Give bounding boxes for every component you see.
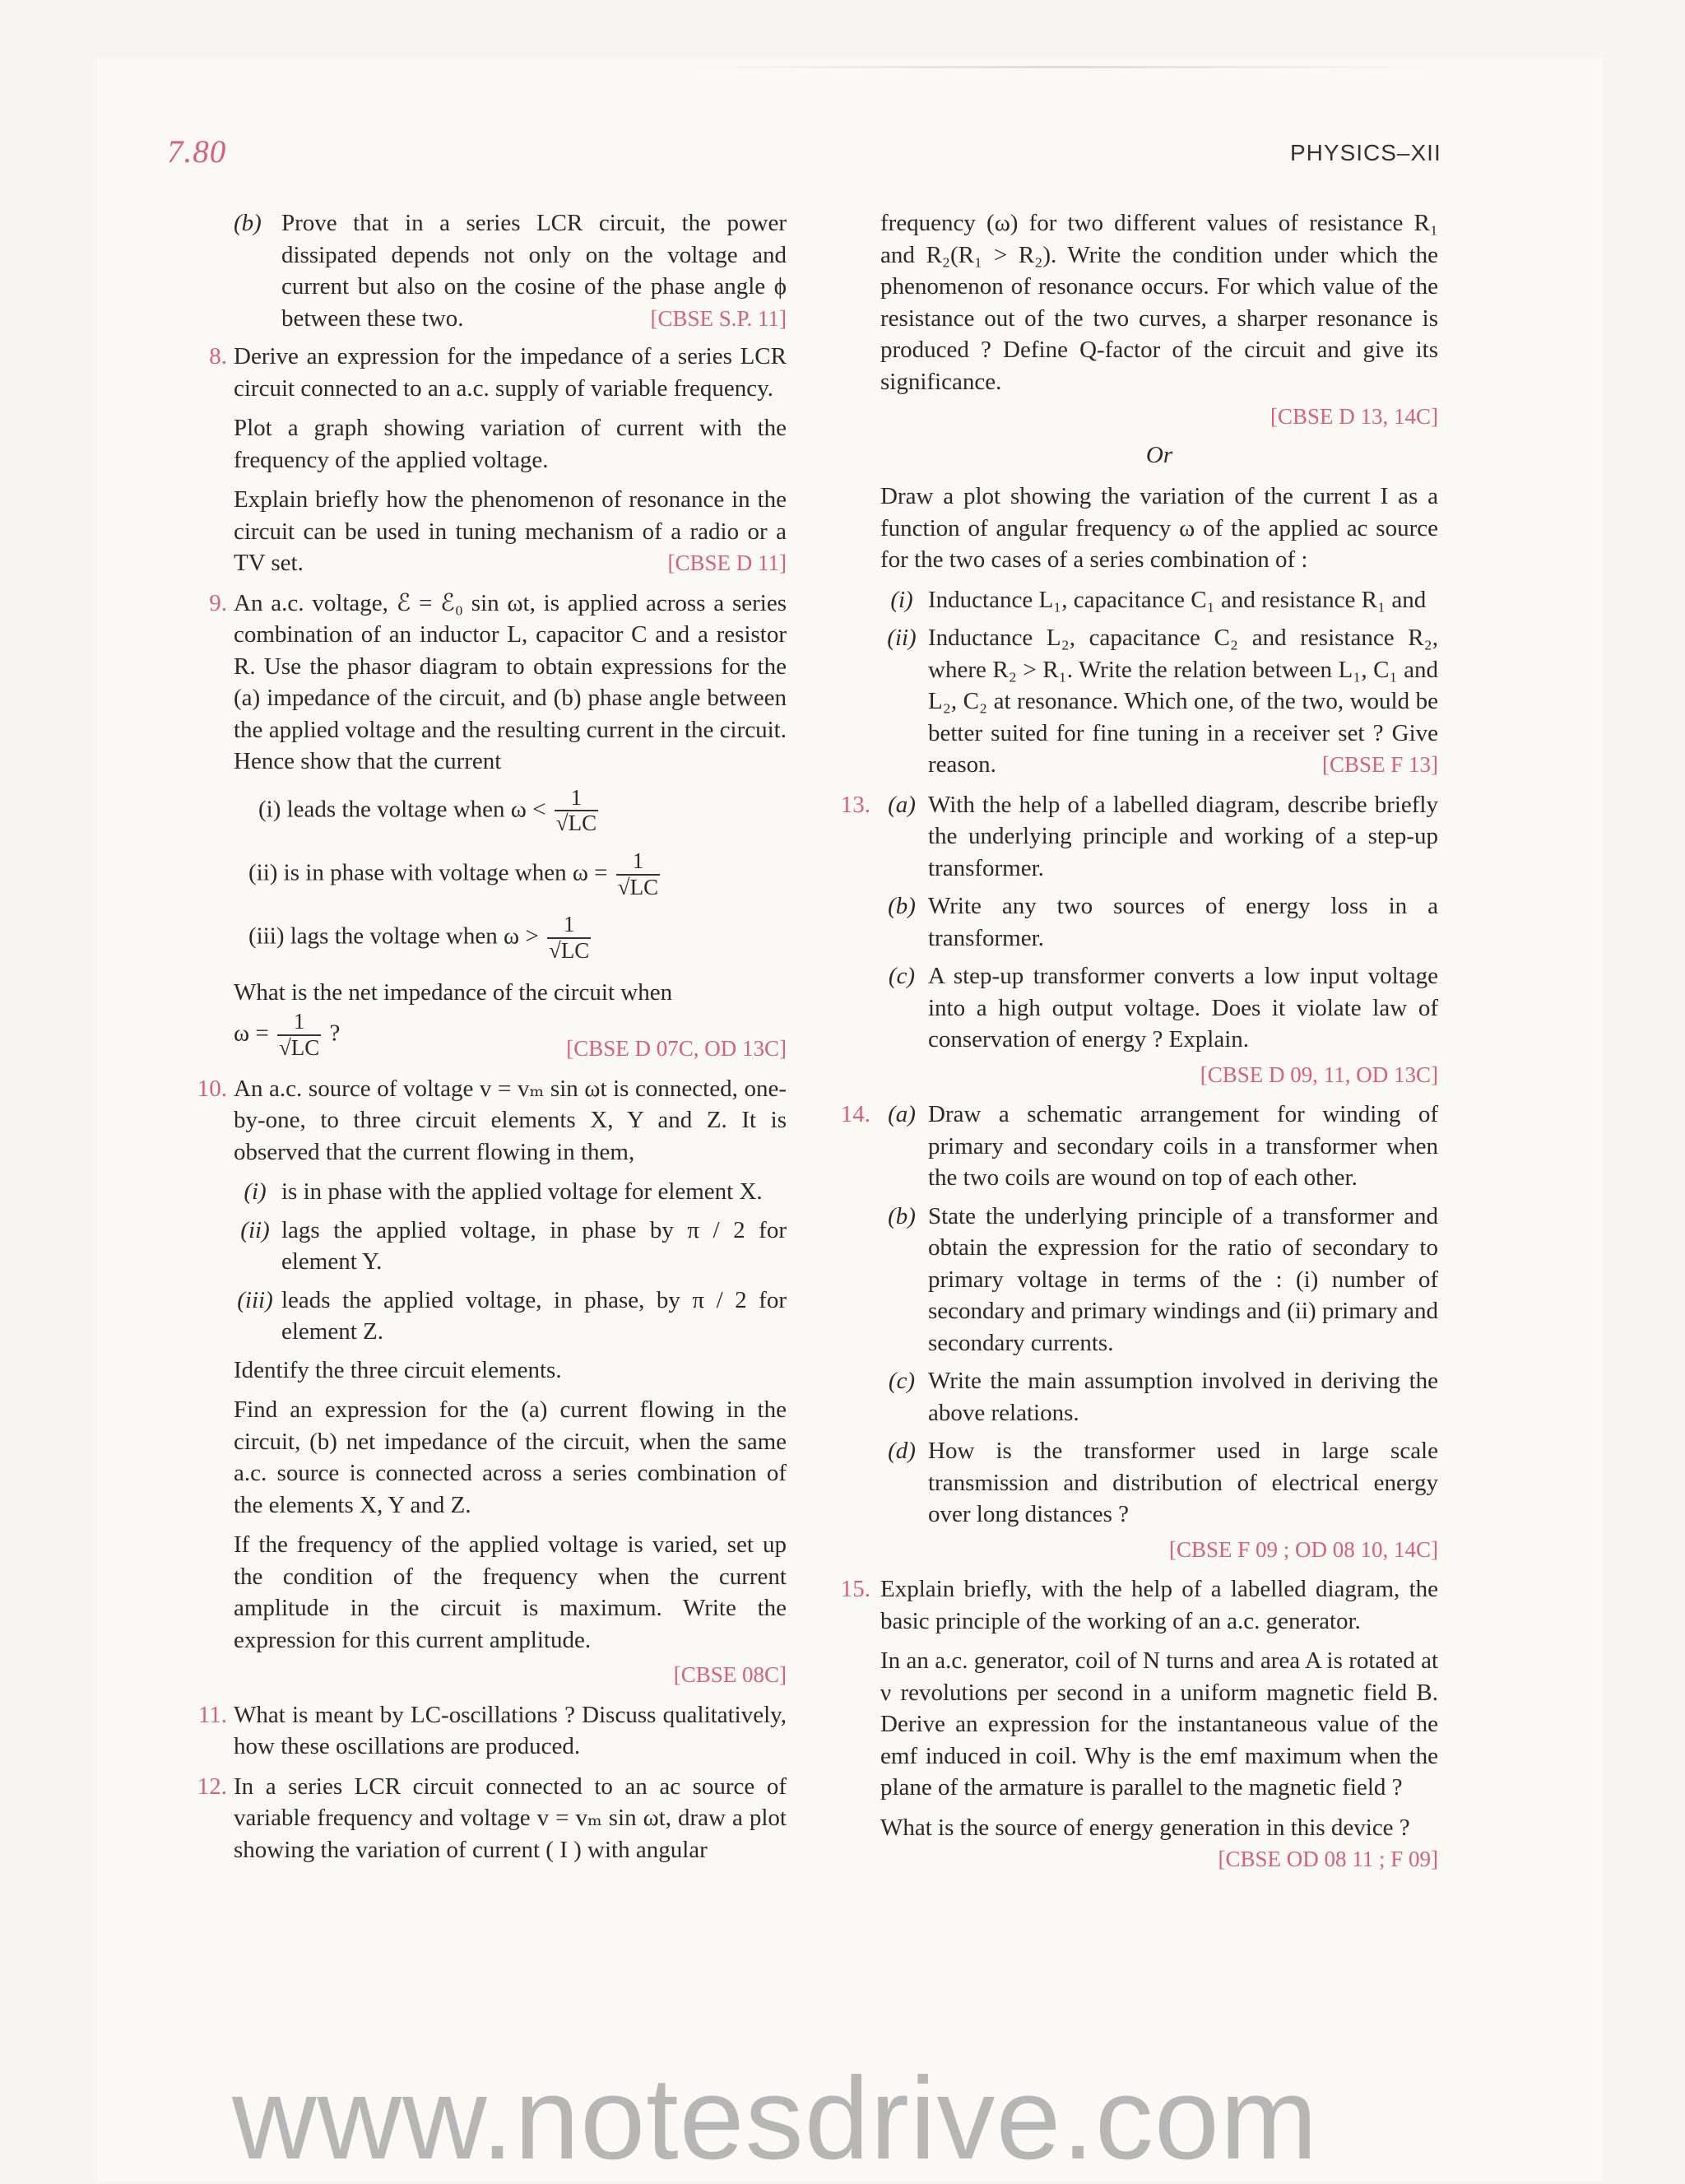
fraction-denominator: √LC	[617, 874, 659, 899]
q7b-label: (b)	[234, 210, 262, 236]
question-14	[829, 1099, 1438, 1565]
fraction-numerator: 1	[563, 912, 575, 937]
q14-source: [CBSE F 09 ; OD 08 10, 14C]	[1168, 1536, 1438, 1562]
q13-part-b	[880, 890, 1438, 954]
fraction	[547, 913, 591, 963]
q10-para-2: Identify the three circuit elements.	[234, 1356, 562, 1383]
q10-para-3: Find an expression for the (a) current flowing in the circuit, (b) net impedance of the circuit, when the same a.c. source is connected across a series combination of the elements X, Y and Z.	[234, 1396, 787, 1518]
question-7b	[234, 207, 787, 334]
q10-para-4: If the frequency of the applied voltage is varied, set up the condition of the frequency when the current amplitude in the circuit is maximum. Write the expression for this current amplitude.	[234, 1531, 787, 1653]
q14-part-c-text: Write the main assumption involved in deriving the above relations.	[928, 1368, 1438, 1426]
q13-part-c-label: (c)	[888, 963, 916, 989]
q15-para-3	[880, 1812, 1438, 1871]
q13-part-c-text: A step-up transformer converts a low input voltage into a high output voltage. Does it violate law of conservation of energy ? Explain.	[928, 963, 1438, 1053]
running-head: PHYSICS–XII	[1290, 140, 1441, 165]
q7b-text: Prove that in a series LCR circuit, the power dissipated depends not only on the voltage and current but also on the cosine of the phase angle ϕ between these two.	[281, 210, 787, 332]
q9-item-i-text: (i) leads the voltage when ω <	[258, 795, 546, 822]
q12-or-text: Draw a plot showing the variation of the current I as a function of angular frequency ω of the applied ac source for the two cases of a series combination of :	[880, 483, 1438, 573]
q12-item-ii-text: Inductance L₂, capacitance C₂ and resistance R₂, where R₂ > R₁. Write the relation between L₁, C₁ and L₂, C₂ at resonance. Which one, of the two, would be better suited for fine tuning in a receiver set ? Give reason.	[928, 625, 1438, 778]
q9-item-ii	[234, 849, 787, 899]
q9-item-i	[234, 786, 787, 836]
question-15	[829, 1573, 1438, 1871]
q12-source-2: [CBSE F 13]	[1321, 752, 1438, 777]
q15-number: 15.	[840, 1576, 870, 1602]
q11-text: What is meant by LC-oscillations ? Discuss qualitatively, how these oscillations are produced.	[234, 1701, 787, 1760]
q13-part-b-text: Write any two sources of energy loss in a transformer.	[928, 893, 1438, 951]
q14-part-b-label: (b)	[888, 1202, 916, 1229]
q15-para-2: In an a.c. generator, coil of N turns and area A is rotated at ν revolutions per second in a uniform magnetic field B. Derive an expression for the instantaneous value of the emf induced in coil. Why is the emf maximum when the plane of the armature is parallel to the magnetic field ?	[880, 1647, 1438, 1801]
q11-number: 11.	[197, 1701, 227, 1728]
q10-item-iii-text: leads the applied voltage, in phase, by π / 2 for element Z.	[281, 1286, 787, 1345]
q13-part-c	[880, 960, 1438, 1056]
q10-item-i-text: is in phase with the applied voltage for element X.	[281, 1178, 763, 1206]
right-column	[829, 207, 1438, 1875]
q15-para-3-text: What is the source of energy generation in this device ?	[880, 1814, 1410, 1841]
q9-number: 9.	[209, 589, 227, 616]
fraction-numerator: 1	[570, 784, 583, 810]
q12-item-i-label: (i)	[890, 586, 913, 613]
q10-item-iii	[234, 1285, 787, 1348]
q9-text: An a.c. voltage, ℰ = ℰ₀ sin ωt, is applied across a series combination of an inductor L, capacitor C and a resistor R. Use the phasor diagram to obtain expressions for the (a) impedance of the circuit, and (b) phase angle between the applied voltage and the resulting current in the circuit. Hence show that the current	[234, 589, 787, 774]
q14-part-a	[880, 1099, 1438, 1194]
q9-item-ii-text: (ii) is in phase with voltage when ω =	[248, 859, 608, 886]
question-8	[186, 341, 787, 579]
q9-item-iii-text: (iii) lags the voltage when ω >	[248, 922, 539, 950]
question-9	[186, 588, 787, 1065]
fraction	[616, 849, 660, 899]
q10-item-i	[234, 1176, 787, 1208]
q14-part-c	[880, 1365, 1438, 1429]
q9-last-question: What is the net impedance of the circuit when	[234, 978, 673, 1006]
q12-continued-text: frequency (ω) for two different values of resistance R₁ and R₂(R₁ > R₂). Write the condition under which the phenomenon of resonance occurs. For which value of the resistance out of the two curves, a sharper resonance is produced ? Define Q-factor of the circuit and give its significance.	[880, 210, 1438, 395]
question-10	[186, 1073, 787, 1691]
q12-item-ii	[880, 622, 1438, 781]
fraction-numerator: 1	[293, 1010, 305, 1034]
q14-part-a-label: (a)	[888, 1101, 916, 1127]
q9-source: [CBSE D 07C, OD 13C]	[566, 1036, 787, 1062]
q8-para-3	[234, 484, 787, 579]
q8-number: 8.	[209, 343, 227, 369]
left-column	[186, 207, 787, 1874]
q12-text: In a series LCR circuit connected to an ac source of variable frequency and voltage v = vₘ sin ωt, draw a plot showing the variation of current ( I ) with angular	[234, 1773, 787, 1863]
q14-part-b	[880, 1201, 1438, 1359]
q14-part-c-label: (c)	[888, 1368, 916, 1394]
fraction-denominator: √LC	[555, 811, 597, 836]
fraction	[277, 1010, 321, 1060]
q12-item-i-text: Inductance L₁, capacitance C₁ and resistance R₁ and	[928, 586, 1427, 613]
q15-source: [CBSE OD 08 11 ; F 09]	[1218, 1847, 1438, 1871]
question-12	[186, 1771, 787, 1866]
q15-para-1: Explain briefly, with the help of a labelled diagram, the basic principle of the working of an a.c. generator.	[880, 1576, 1438, 1634]
q8-para-2: Plot a graph showing variation of current with the frequency of the applied voltage.	[234, 415, 787, 473]
q12-item-i	[880, 584, 1438, 616]
q10-item-ii-text: lags the applied voltage, in phase by π / 2 for element Y.	[281, 1216, 787, 1276]
q8-para-1: Derive an expression for the impedance of a series LCR circuit connected to an a.c. supply of variable frequency.	[234, 343, 787, 402]
q14-part-d-text: How is the transformer used in large scale transmission and distribution of electrical energy over long distances ?	[928, 1438, 1438, 1527]
q13-part-b-label: (b)	[888, 893, 916, 919]
question-13	[829, 789, 1438, 1091]
top-rule	[691, 66, 1432, 68]
q10-item-ii-label: (ii)	[240, 1216, 270, 1243]
q12-item-ii-label: (ii)	[887, 625, 917, 651]
q9-last-formula	[234, 1010, 787, 1065]
q14-part-a-text: Draw a schematic arrangement for winding of primary and secondary coils in a transformer when the two coils are wound on top of each other.	[928, 1101, 1438, 1191]
or-separator: Or	[1145, 441, 1173, 468]
q12-source-1: [CBSE D 13, 14C]	[1270, 404, 1438, 429]
fraction	[555, 786, 598, 836]
q13-part-a	[880, 789, 1438, 885]
q9-item-iii	[234, 913, 787, 963]
question-12-continued	[829, 207, 1438, 781]
q13-part-a-text: With the help of a labelled diagram, describe briefly the underlying principle and working of a step-up transformer.	[928, 791, 1438, 881]
fraction-numerator: 1	[632, 848, 644, 873]
fraction-denominator: √LC	[549, 937, 590, 963]
q12-number: 12.	[197, 1773, 227, 1800]
fraction-denominator: √LC	[278, 1034, 320, 1060]
q13-number: 13.	[840, 791, 870, 818]
q10-item-ii	[234, 1215, 787, 1278]
q10-number: 10.	[197, 1075, 227, 1102]
q14-part-d	[880, 1435, 1438, 1531]
q14-number: 14.	[840, 1101, 870, 1127]
q10-item-i-label: (i)	[244, 1178, 267, 1206]
q14-part-b-text: State the underlying principle of a transformer and obtain the expression for the ratio of secondary to primary voltage in terms of the : (i) number of secondary and primary windings and (ii) primary and secondary currents.	[928, 1202, 1438, 1356]
q14-part-d-label: (d)	[888, 1438, 916, 1464]
question-11	[186, 1699, 787, 1763]
q10-item-iii-label: (iii)	[237, 1286, 273, 1313]
q10-source: [CBSE 08C]	[673, 1662, 787, 1688]
q7b-source: [CBSE S.P. 11]	[650, 305, 787, 331]
watermark: www.notesdrive.com	[232, 2053, 1319, 2184]
q9-omega-eq: ω =	[234, 1020, 269, 1047]
page-number: 7.80	[167, 134, 227, 170]
q9-question-mark: ?	[329, 1020, 341, 1047]
q10-text: An a.c. source of voltage v = vₘ sin ωt is connected, one-by-one, to three circuit elements X, Y and Z. It is observed that the current flowing in them,	[234, 1075, 787, 1165]
q13-part-a-label: (a)	[888, 791, 916, 818]
q8-para-3-text: Explain briefly how the phenomenon of resonance in the circuit can be used in tuning mechanism of a radio or a TV set.	[234, 486, 787, 576]
q13-source: [CBSE D 09, 11, OD 13C]	[1200, 1062, 1438, 1087]
q8-source: [CBSE D 11]	[667, 551, 787, 575]
